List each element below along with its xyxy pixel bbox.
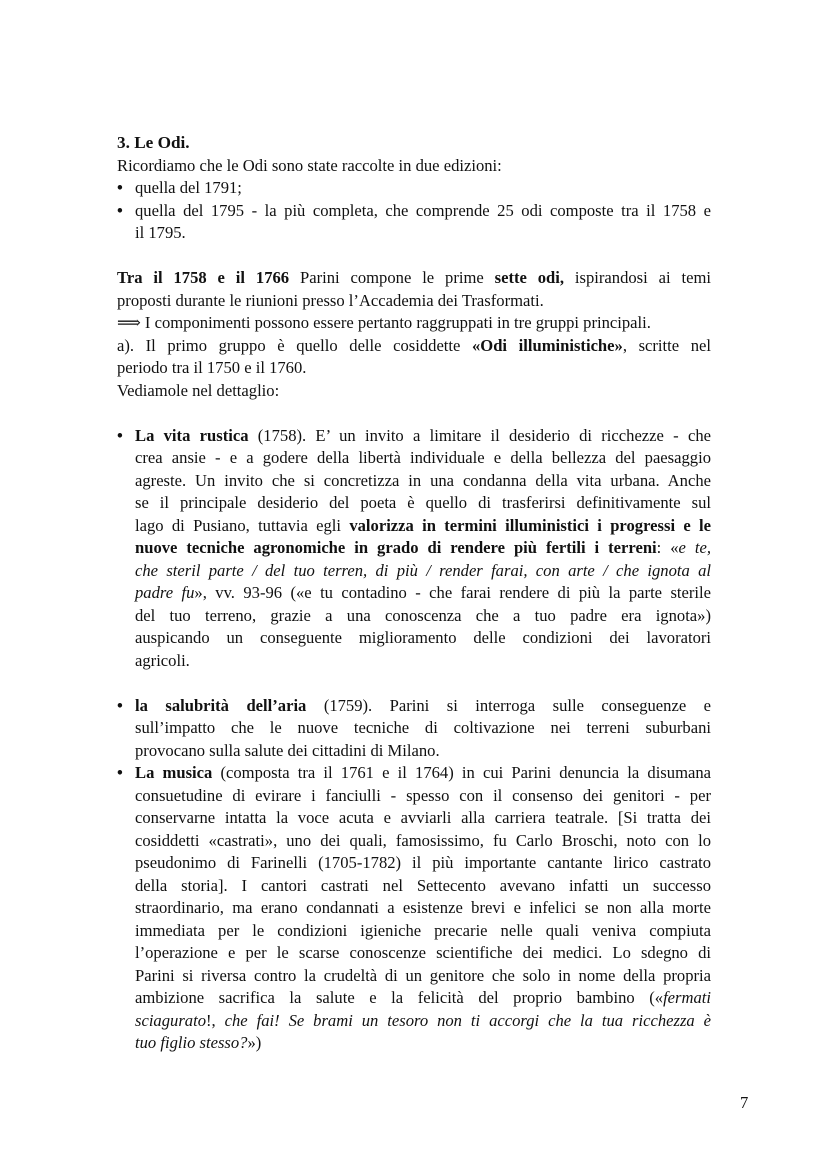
- list-item: • quella del 1791;: [117, 177, 711, 200]
- paragraph-line: Tra il 1758 e il 1766 Parini compone le prime sette odi, ispirandosi ai temi: [117, 268, 711, 287]
- bullet-icon: •: [117, 178, 123, 197]
- section-heading: 3. Le Odi.: [117, 133, 190, 152]
- paragraph-line: Vediamole nel dettaglio:: [117, 380, 280, 400]
- bullet-icon: •: [117, 425, 123, 445]
- document-body: [117, 132, 711, 1055]
- bullet-icon: •: [117, 695, 123, 715]
- list-item-musica: • La musica (composta tra il 1761 e il 1764) in cui Parini denuncia la disumana consuetudine di evirare i fanciulli - spesso con il consenso dei genitori - per conservarne intatta la voce acuta e avviarli alla carriera teatrale. [Si tratta dei cosiddetti «castrati», uno dei quali, famosissimo, fu Carlo Broschi, noto con lo pseudonimo di Farinelli (1705-1782) il più importante cantante lirico castrato della storia]. I cantori castrati nel Settecento avevano infatti un successo straordinario, ma erano condannati a esistenze brevi e infelici se non alla morte immediata per le condizioni igieniche precarie nelle quali veniva compiuta l’operazione e per le scarse conoscenze scientifiche dei medici. Lo sdegno di Parini si riversa contro la crudeltà di un genitore che solo in nome della propria ambizione sacrifica la salute e la felicità del proprio bambino («fermati sciagurato!, che fai! Se brami un tesoro non ti accorgi che la tua ricchezza è tuo figlio stesso?»): [117, 763, 711, 1052]
- list-item-continuation: il 1795.: [135, 223, 186, 242]
- paragraph-line: a). Il primo gruppo è quello delle cosiddette «Odi illuministiche», scritte nel: [117, 335, 711, 355]
- bullet-icon: •: [117, 763, 123, 782]
- intro-line: Ricordiamo che le Odi sono state raccolte in due edizioni:: [117, 155, 502, 175]
- bullet-icon: •: [117, 200, 123, 220]
- list-item-salubrita-aria: • la salubrità dell’aria (1759). Parini si interroga sulle conseguenze e sull’impatto che le nuove tecniche di coltivazione nei terreni suburbani provocano sulla salute dei cittadini di Milano.: [117, 695, 712, 760]
- list-item-vita-rustica: • La vita rustica (1758). E’ un invito a limitare il desiderio di ricchezze - che crea ansie - e a godere della libertà individuale e della bellezza del paesaggio agreste. Un invito che si concretizza in una condanna della vita urbana. Anche se il principale desiderio del poeta è quello di trasferirsi definitivamente sul lago di Pusiano, tuttavia egli valorizza in termini illuministici i progressi e le nuove tecniche agronomiche in grado di rendere più fertili i terreni: «e te, che steril parte / del tuo terren, di più / render farai, con arte / che ignota al padre fu», vv. 93-96 («e tu contadino - che farai rendere di più la parte sterile del tuo terreno, grazie a una conoscenza che a tuo padre era ignota») auspicando un conseguente miglioramento delle condizioni dei lavoratori agricoli.: [117, 425, 711, 670]
- paragraph-line: proposti durante le riunioni presso l’Accademia dei Trasformati.: [117, 290, 544, 310]
- paragraph-line: periodo tra il 1750 e il 1760.: [117, 358, 307, 377]
- arrow-line: ⟹ I componimenti possono essere pertanto raggruppati in tre gruppi principali.: [117, 313, 651, 332]
- list-item: • quella del 1795 - la più completa, che comprende 25 odi composte tra il 1758 e: [117, 200, 711, 223]
- page-number: 7: [740, 1093, 749, 1112]
